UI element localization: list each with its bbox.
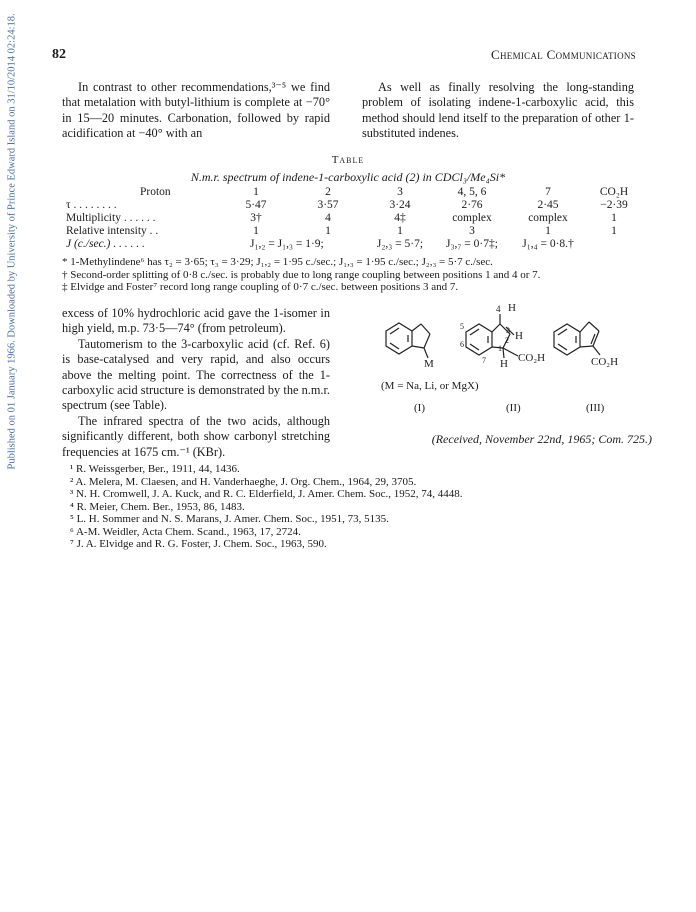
- references-list: [70, 463, 650, 551]
- table-cell: 1: [397, 225, 403, 237]
- table-header: Proton: [140, 186, 171, 198]
- table-cell: 3·24: [389, 199, 411, 211]
- table-cell: 3†: [250, 212, 262, 224]
- table-row: [62, 212, 642, 225]
- footnote: † Second-order splitting of 0·8 c./sec. is probably due to long range coupling between positions 1 and 4 or 7.: [62, 268, 541, 281]
- reference-item: ⁵ L. H. Sommer and N. S. Marans, J. Amer. Chem. Soc., 1951, 73, 5135.: [70, 513, 389, 525]
- table-cell: 4‡: [394, 212, 406, 224]
- top-left-column: [62, 80, 330, 142]
- paragraph: Tautomerism to the 3-carboxylic acid (cf. Ref. 6) is base-catalysed and very rapid, and also occurs above the melting point. The correctness of the 1-carboxylic acid structure is demonstrated by the n.m.r. spectrum (see Table).: [62, 336, 330, 413]
- reference-item: ³ N. H. Cromwell, J. A. Kuck, and R. C. Elderfield, J. Amer. Chem. Soc., 1952, 74, 4448.: [70, 488, 463, 500]
- table-cell: 1: [611, 225, 617, 237]
- table-cell: −2·39: [600, 199, 628, 211]
- table-header-row: [62, 186, 642, 199]
- table-header: CO₂H: [599, 186, 629, 198]
- table-header: 3: [397, 186, 403, 198]
- reference-item: ⁶ A-M. Weidler, Acta Chem. Scand., 1963, 17, 2724.: [70, 525, 301, 538]
- table-cell: 1: [611, 212, 617, 224]
- download-watermark: Published on 01 January 1966. Downloaded by University of Prince Edward Island on 31/10/2014 02:24:18.: [6, 13, 18, 470]
- table-cell: 2·45: [537, 199, 559, 211]
- table-row: [62, 238, 642, 251]
- metal-note: (M = Na, Li, or MgX): [381, 380, 479, 392]
- table-cell: 5·47: [245, 199, 267, 211]
- row-label: Relative intensity . .: [66, 225, 159, 237]
- table-caption: Table: [331, 154, 365, 166]
- table-header: 2: [325, 186, 331, 198]
- structure-iii-drawing: [554, 322, 600, 355]
- table-header: 1: [253, 186, 259, 198]
- table-cell: 3·57: [317, 199, 339, 211]
- position-6-label: 6: [460, 340, 464, 349]
- carboxyl-label-iii: CO₂H: [591, 356, 619, 368]
- position-7-label: 7: [482, 356, 486, 365]
- table-cell: [586, 238, 642, 251]
- label-structure-i: (I): [414, 402, 425, 414]
- table-cell: J₃,₇ = 0·7‡;: [446, 238, 498, 250]
- paragraph: In contrast to other recommendations,³⁻⁵ we find that metalation with butyl-lithium is complete at −70° in 15—20 minutes. Carbonation, followed by rapid acidification at −40° with an: [62, 80, 330, 141]
- table-cell: J₁,₂ = J₁,₃ = 1·9;: [250, 238, 324, 250]
- structure-ii-drawing: [466, 314, 518, 358]
- nmr-table-wrapper: [62, 186, 642, 251]
- table-cell: J₂,₃ = 5·7;: [376, 238, 424, 250]
- row-label: τ . . . . . . . .: [66, 199, 117, 211]
- table-cell: 1: [253, 225, 259, 237]
- paragraph: The infrared spectra of the two acids, although significantly different, both show carbonyl stretching frequencies at 1675 cm.⁻¹ (KBr).: [62, 413, 330, 459]
- table-title: N.m.r. spectrum of indene-1-carboxylic acid (2) in CDCl₃/Me₄Si*: [190, 170, 506, 184]
- table-row: [62, 199, 642, 212]
- position-3-label: 3: [506, 326, 510, 335]
- position-1-label: 1: [498, 344, 502, 353]
- table-cell: J₁,₄ = 0·8.†: [522, 238, 574, 250]
- running-head: Chemical Communications: [491, 47, 636, 62]
- hydrogen-top-label: H: [508, 302, 516, 314]
- table-cell: 1: [325, 225, 331, 237]
- reference-item: ² A. Melera, M. Claesen, and H. Vanderhaeghe, J. Org. Chem., 1964, 29, 3705.: [70, 475, 417, 488]
- paragraph: As well as finally resolving the long-standing problem of isolating indene-1-carboxylic acid, this method should lend itself to the preparation of other 1-substituted indenes.: [362, 80, 634, 141]
- table-cell: 3: [469, 225, 475, 237]
- footnote: * 1-Methylindene⁶ has τ₂ = 3·65; τ₃ = 3·29; J₁,₂ = 1·95 c./sec.; J₁,₃ = 1·95 c./sec.; J₂,₃ = 5·7 c./sec.: [62, 256, 493, 268]
- footnote: ‡ Elvidge and Foster⁷ record long range coupling of 0·7 c./sec. between positions 3 and 7.: [62, 281, 459, 294]
- received-date: (Received, November 22nd, 1965; Com. 725.): [431, 432, 652, 446]
- table-cell: complex: [528, 212, 568, 224]
- row-label: Multiplicity . . . . . .: [66, 212, 156, 224]
- table-cell: 4: [325, 212, 331, 224]
- nmr-table: [62, 186, 642, 251]
- bottom-left-column: [62, 306, 330, 460]
- reference-item: ⁴ R. Meier, Chem. Ber., 1953, 86, 1483.: [70, 500, 245, 513]
- position-5-label: 5: [460, 322, 464, 331]
- table-cell: 2·76: [461, 199, 483, 211]
- hydrogen-bottom-label: H: [500, 358, 508, 370]
- table-cell: 1: [545, 225, 551, 237]
- table-footnotes: [62, 256, 652, 294]
- reference-item: ⁷ J. A. Elvidge and R. G. Foster, J. Chem. Soc., 1963, 590.: [70, 538, 327, 550]
- label-structure-iii: (III): [586, 402, 605, 414]
- structures-drawing: [360, 300, 660, 440]
- chemical-structures: [360, 300, 660, 440]
- page-number: 82: [52, 47, 66, 62]
- top-right-column: [362, 80, 634, 142]
- reference-item: ¹ R. Weissgerber, Ber., 1911, 44, 1436.: [70, 463, 240, 475]
- structure-i-drawing: [386, 323, 430, 358]
- hydrogen-right-label: H: [515, 330, 523, 342]
- position-2-label: 2: [505, 336, 509, 345]
- table-row: [62, 225, 642, 238]
- label-structure-ii: (II): [506, 402, 521, 414]
- table-header: 7: [545, 186, 551, 198]
- paragraph: excess of 10% hydrochloric acid gave the 1-isomer in high yield, m.p. 73·5—74° (from petroleum).: [62, 306, 330, 336]
- table-cell: complex: [452, 212, 492, 224]
- carboxyl-label-ii: CO₂H: [518, 352, 546, 364]
- position-4-label: 4: [496, 304, 501, 314]
- table-header: 4, 5, 6: [457, 186, 487, 198]
- metal-atom-label: M: [424, 358, 434, 370]
- row-label: J (c./sec.) . . . . . .: [66, 238, 145, 250]
